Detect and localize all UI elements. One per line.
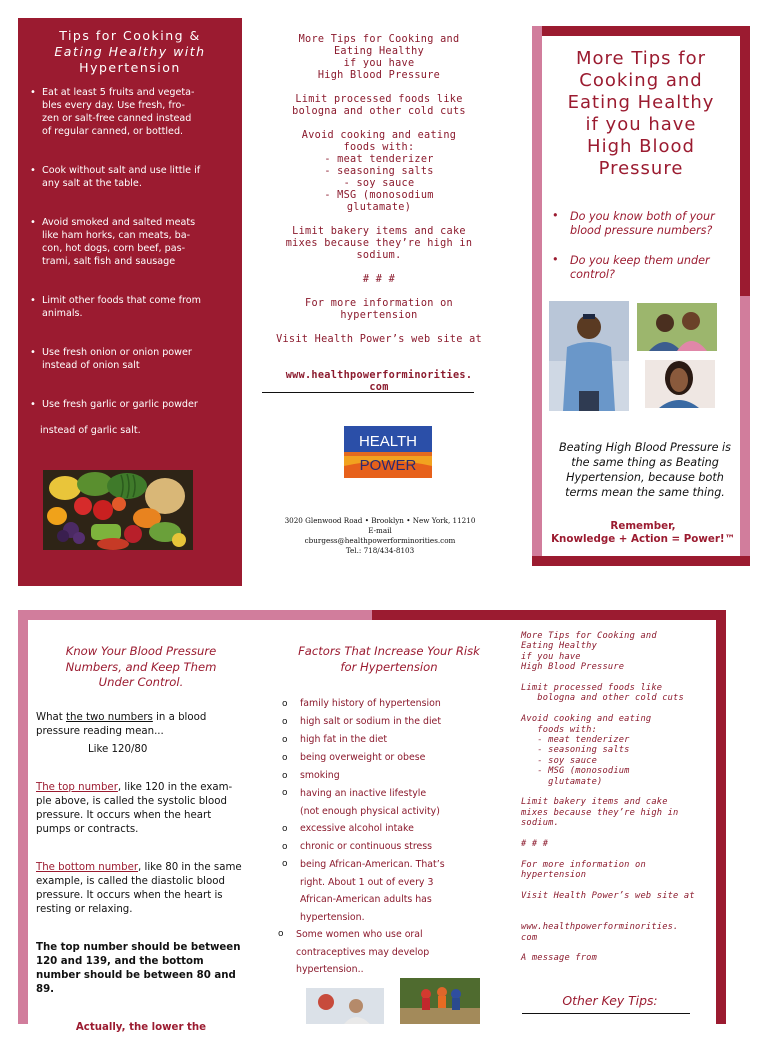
risk-factors-heading: Factors That Increase Your Risk for Hypertension xyxy=(298,644,480,674)
left-tips-list xyxy=(30,86,230,437)
fruits-vegetables-image xyxy=(43,470,193,550)
url-divider xyxy=(262,392,474,393)
risk-factors-column xyxy=(282,644,496,979)
risk-factor-item: o Some women who use oral contraceptives may develop hypertension.. xyxy=(278,926,496,979)
photo-couple xyxy=(637,303,717,351)
target-range: The top number should be between 120 and 139, and the bottom number should be between 80 and 89. xyxy=(36,941,241,995)
bottom-right-tips: More Tips for Cooking and Eating Healthy if you have High Blood Pressure Limit processed foods like bologna and other cold cuts Avoid cooking and eating foods with: - meat tenderizer - seasoning salts - soy sauce - MSG (monosodium glutamate) Limit bakery items and cake mixes because they’re high in sodium. # # # For more information on hypertension Visit Health Power’s web site at www.healthpowerforminorities. com A message from xyxy=(521,631,711,964)
numbers-question: What the two numbers in a blood pressure reading mean... xyxy=(36,711,207,737)
risk-factor-item: o smoking xyxy=(282,767,496,785)
tip-item: • Use fresh garlic or garlic powder instead of garlic salt. xyxy=(30,398,230,437)
question-item: • Do you know both of your blood pressure numbers? xyxy=(552,210,737,238)
risk-factor-item: o family history of hypertension xyxy=(282,695,496,713)
frame-bottom xyxy=(532,556,750,566)
photo-elderly-exercise xyxy=(306,988,384,1024)
risk-factor-item: o high fat in the diet xyxy=(282,731,496,749)
example-reading: Like 120/80 xyxy=(88,743,148,755)
bottom-frame-right xyxy=(716,610,726,1024)
remember-slogan: Remember, Knowledge + Action = Power!™ xyxy=(551,520,735,545)
tip-item: • Avoid smoked and salted meats like ham horks, can meats, ba- con, hot dogs, corn beef, pas- trami, salt fish and sausage xyxy=(30,216,230,268)
know-numbers-heading: Know Your Blood Pressure Numbers, and Keep Them Under Control. xyxy=(65,644,217,689)
risk-factor-item: o excessive alcohol intake xyxy=(282,820,496,838)
question-item: • Do you keep them under control? xyxy=(552,254,737,282)
frame-right-lower xyxy=(740,296,750,566)
other-key-tips-heading: Other Key Tips: xyxy=(562,993,658,1008)
tip-item: • Limit other foods that come from animals. xyxy=(30,294,230,320)
risk-factor-item: o chronic or continuous stress xyxy=(282,838,496,856)
health-power-logo xyxy=(344,426,432,478)
risk-factors-list xyxy=(282,695,496,979)
risk-factor-item: o having an inactive lifestyle (not enough physical activity) xyxy=(282,785,496,820)
website-link[interactable]: www.healthpowerforminorities. xyxy=(285,370,473,381)
photo-cyclists xyxy=(400,978,480,1024)
photo-woman xyxy=(645,360,715,408)
risk-factor-item: o being African-American. That’s right. About 1 out of every 3 African-American adults has hypertension. xyxy=(282,856,496,926)
risk-factor-item: o high salt or sodium in the diet xyxy=(282,713,496,731)
left-panel-title: Tips for Cooking & Eating Healthy with Hypertension xyxy=(54,28,206,75)
tip-item: • Eat at least 5 fruits and vegeta- bles every day. Use fresh, fro- zen or salt-free canned instead of regular canned, or bottled. xyxy=(30,86,230,138)
bottom-frame-top-left xyxy=(18,610,372,620)
website-link-cont[interactable]: com xyxy=(369,382,389,393)
left-tips-panel xyxy=(18,18,242,586)
cover-quote: Beating High Blood Pressure is the same thing as Beating Hypertension, because both terms mean the same thing. xyxy=(558,441,731,499)
know-your-numbers-column xyxy=(36,644,246,1051)
email-link[interactable]: cburgess@healthpowerforminorities.com xyxy=(304,536,456,545)
cover-title: More Tips for Cooking and Eating Healthy if you have High Blood Pressure xyxy=(567,48,715,179)
svg-text:POWER: POWER xyxy=(359,457,417,474)
lower-text: Actually, the lower the xyxy=(75,1021,207,1033)
frame-top xyxy=(532,26,750,36)
tip-item: • Cook without salt and use little if any salt at the table. xyxy=(30,164,230,190)
contact-address: 3020 Glenwood Road • Brooklyn • New York, 11210 E-mail cburgess@healthpowerforminorities.com Tel.: 718/434-8103 xyxy=(262,516,498,556)
diastolic-explanation: The bottom number, like 80 in the same example, is called the diastolic blood pressure. It occurs when the heart is resting or relaxing. xyxy=(36,861,242,915)
risk-factor-item: o being overweight or obese xyxy=(282,749,496,767)
cover-questions xyxy=(552,210,737,298)
bottom-frame-left xyxy=(18,610,28,1024)
systolic-explanation: The top number, like 120 in the exam-ple above, is called the systolic blood pressure. It occurs when the heart pumps or contracts. xyxy=(36,781,233,835)
photo-man-blue-shirt xyxy=(549,301,629,411)
frame-left xyxy=(532,26,542,566)
other-key-divider xyxy=(522,1013,690,1014)
middle-tips-panel: More Tips for Cooking and Eating Healthy if you have High Blood Pressure Limit processed foods like bologna and other cold cuts Avoid cooking and eating foods with: - meat tenderizer - seasoning salts - soy sauce - MSG (monosodium glutamate) Limit bakery items and cake mixes because they’re high in sodium. # # # For more information on hypertension Visit Health Power’s web site at www.healthpowerforminorities. com xyxy=(258,34,500,394)
bottom-frame-top-right xyxy=(372,610,726,620)
tip-item: • Use fresh onion or onion power instead of onion salt xyxy=(30,346,230,372)
website-link-2[interactable]: www.healthpowerforminorities. xyxy=(521,922,679,933)
svg-text:HEALTH: HEALTH xyxy=(358,433,418,450)
